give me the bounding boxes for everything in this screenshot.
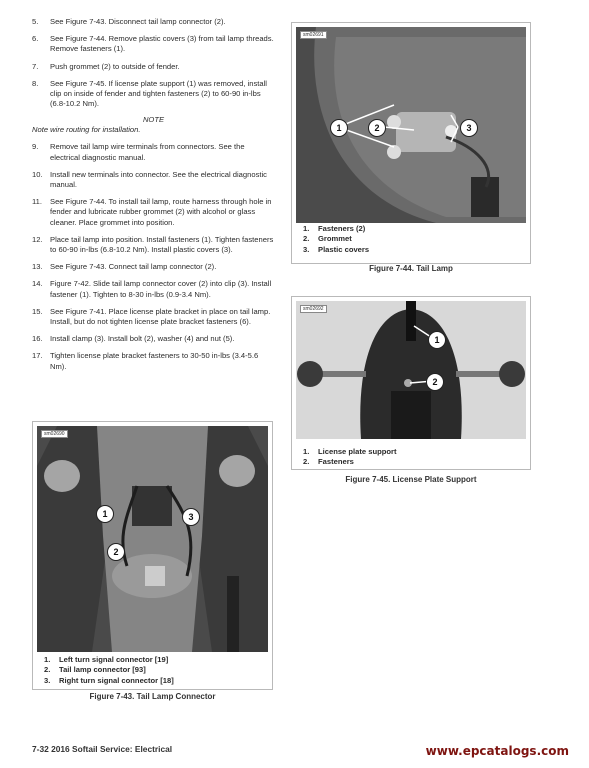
figure-legend [41,655,266,686]
step-7: 7. Push grommet (2) to outside of fender. [32,61,180,71]
legend-item: 3. Right turn signal connector [18] [44,675,174,685]
step-14: 14. Figure 7-42. Slide tail lamp connector cover (2) into clip (3). Install fastener (1). Tighten to 8-30 in-lbs (0.9-3.4 Nm). [32,279,272,299]
callout-2: 2 [368,119,386,137]
callout-1: 1 [330,119,348,137]
watermark: www.epcatalogs.com [425,744,569,758]
figure-7-45-box [291,296,531,470]
step-6: 6. See Figure 7-44. Remove plastic covers (3) from tail lamp threads. Remove fasteners (1). [32,34,274,54]
figure-7-44-caption: Figure 7-44. Tail Lamp [369,264,453,273]
page-footer: 7-32 2016 Softail Service: Electrical [32,744,173,754]
step-16: 16. Install clamp (3). Install bolt (2), washer (4) and nut (5). [32,334,235,344]
callout-1: 1 [428,331,446,349]
step-15: 15. See Figure 7-41. Place license plate bracket in place on tail lamp. Install, but do not tighten license plate bracket fasteners (6). [32,306,271,327]
note-title: NOTE [142,115,165,125]
callout-3: 3 [182,508,200,526]
figure-7-43-box [32,421,273,690]
step-11: 11. See Figure 7-44. To install tail lamp, route harness through hole in fender and lubricate rubber grommet (2) with alcohol or glass cleaner. Place grommet into position. [32,197,272,227]
figure-legend [300,447,522,468]
step-5: 5. See Figure 7-43. Disconnect tail lamp connector (2). [32,17,226,26]
legend-item: 2. Fasteners [303,457,354,467]
note-text: Note wire routing for installation. [32,125,141,135]
callout-1: 1 [96,505,114,523]
figure-id-tag: sm02691 [300,31,327,39]
tail-lamp-photo [296,27,526,223]
figure-legend [300,224,522,255]
step-9: 9. Remove tail lamp wire terminals from connectors. See the electrical diagnostic manual. [32,142,245,162]
legend-item: 1. Left turn signal connector [19] [44,655,169,664]
legend-item: 1. Fasteners (2) [303,224,366,233]
license-plate-support-photo [296,301,526,439]
figure-7-43-caption: Figure 7-43. Tail Lamp Connector [89,692,216,701]
legend-item: 1. License plate support [303,447,397,456]
legend-item: 2. Tail lamp connector [93] [44,665,146,675]
callout-3: 3 [460,119,478,137]
step-12: 12. Place tail lamp into position. Install fasteners (1). Tighten fasteners to 60-90 in-lbs (6.8-10.2 Nm). Install plastic covers (3). [32,234,274,255]
callout-2: 2 [426,373,444,391]
tail-lamp-connector-photo [37,426,268,652]
step-10: 10. Install new terminals into connector. See the electrical diagnostic manual. [32,169,267,190]
step-8: 8. See Figure 7-45. If license plate support (1) was removed, install clip on inside of fender and tighten fasteners (2) to 60-90 in-lbs (6.8-10.2 Nm). [32,78,267,109]
figure-7-45-caption: Figure 7-45. License Plate Support [345,475,477,484]
step-13: 13. See Figure 7-43. Connect tail lamp connector (2). [32,262,217,272]
figure-id-tag: sm02692 [300,305,327,313]
procedure-steps [32,17,275,379]
callout-2: 2 [107,543,125,561]
step-17: 17. Tighten license plate bracket fasteners to 30-50 in-lbs (3.4-5.6 Nm). [32,351,259,371]
legend-item: 2. Grommet [303,234,352,244]
callout-leader-lines [296,301,526,439]
figure-7-44-box [291,22,531,264]
figure-id-tag: sm02690 [41,430,68,438]
legend-item: 3. Plastic covers [303,244,370,254]
